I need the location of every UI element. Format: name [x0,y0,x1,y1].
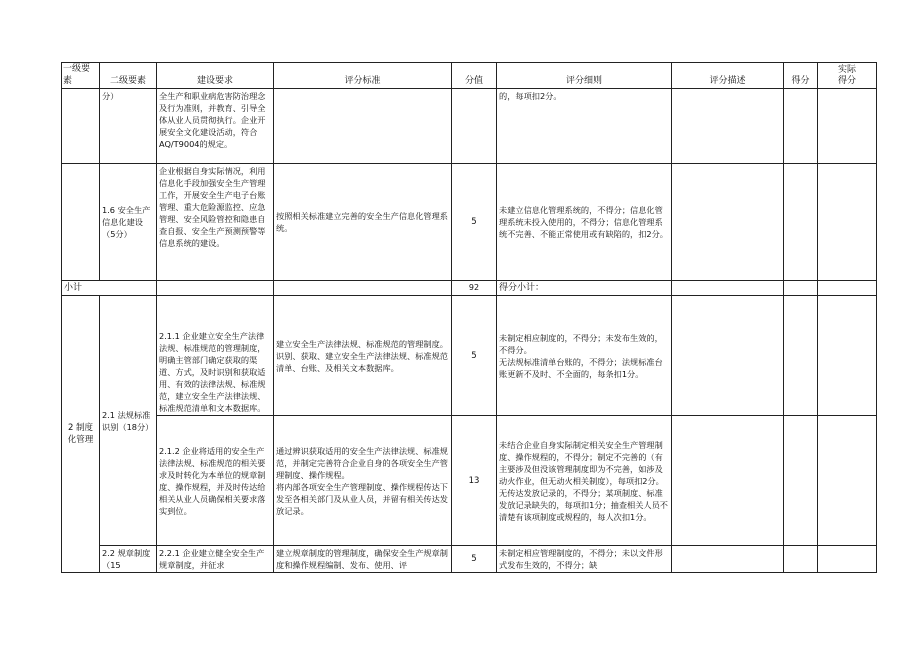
cell-standard [274,89,452,164]
cell-description [672,89,784,164]
header-row [62,63,877,89]
cell-standard: 按照相关标准建立完善的安全生产信息化管理系统。 [274,164,452,281]
cell-score [452,89,497,164]
cell-standard: 建立安全生产法律法规、标准规范的管理制度。识别、获取、建立安全生产法律法规、标准规范清单、台账、及相关文本数据库。 [274,296,452,416]
header-level1: 一级要素 [62,63,100,89]
cell-l1: 2 制度化管理 [62,296,100,573]
cell-got [784,164,818,281]
cell-l2: 分） [100,89,157,164]
cell-actual [818,281,877,296]
table-row [62,164,877,281]
table-row [62,546,877,573]
subtotal-score: 92 [452,281,497,296]
cell-l2: 2.1 法规标准识别（18分） [100,296,157,546]
cell-detail: 未制定相应制度的，不得分；未发布生效的，不得分。 无法规标准清单台账的，不得分；法规标准台账更新不及时、不全面的，每条扣1分。 [497,296,672,416]
scoring-table [61,62,877,573]
cell-requirement: 全生产和职业病危害防治理念及行为准则，并教育、引导全体从业人员贯彻执行。企业开展安全文化建设活动，符合AQ/T9004的规定。 [157,89,274,164]
cell-detail: 未建立信息化管理系统的，不得分；信息化管理系统未投入使用的，不得分；信息化管理系统不完善、不能正常使用或有缺陷的，扣2分。 [497,164,672,281]
cell-got [784,546,818,573]
cell-requirement: 2.2.1 企业建立健全安全生产规章制度，并征求 [157,546,274,573]
header-standard: 评分标准 [274,63,452,89]
header-score: 分值 [452,63,497,89]
cell-standard: 通过辨识获取适用的安全生产法律法规、标准规范，并制定完善符合企业自身的各项安全生产管理制度、操作规程。 将内部各项安全生产管理制度、操作规程传达下发至各相关部门及从业人员，并留有相关传达发放记录。 [274,416,452,546]
subtotal-row [62,281,877,296]
cell-got [784,281,818,296]
cell-l2: 2.2 规章制度（15 [100,546,157,573]
cell-actual [818,416,877,546]
cell-standard: 建立规章制度的管理制度，确保安全生产规章制度和操作规程编制、发布、使用、评 [274,546,452,573]
cell-score: 13 [452,416,497,546]
cell-description [672,416,784,546]
cell-detail: 未结合企业自身实际制定相关安全生产管理制度、操作规程的，不得分；制定不完善的（有主要涉及但没该管理制度即为不完善，如涉及动火作业，但无动火相关制度），每项扣2分。 无传达发放记录的，不得分；某项制度、标准发放记录缺失的，每项扣1分；抽查相关人员不清楚有该项制度或规程的，每人次扣1分。 [497,416,672,546]
cell-actual [818,546,877,573]
cell-description [672,296,784,416]
cell-actual [818,296,877,416]
cell-score: 5 [452,296,497,416]
subtotal-label: 小计 [62,281,157,296]
header-description: 评分描述 [672,63,784,89]
cell-requirement: 企业根据自身实际情况，利用信息化手段加强安全生产管理工作，开展安全生产电子台账管理、重大危险源监控、应急管理、安全风险管控和隐患自查自报、安全生产预测预警等信息系统的建设。 [157,164,274,281]
cell-requirement: 2.1.2 企业将适用的安全生产法律法规、标准规范的相关要求及时转化为本单位的规章制度、操作规程，并及时传达给相关从业人员确保相关要求落实到位。 [157,416,274,546]
header-detail: 评分细则 [497,63,672,89]
table-row [62,89,877,164]
cell-requirement [157,281,274,296]
header-requirement: 建设要求 [157,63,274,89]
cell-description [672,164,784,281]
subtotal-detail: 得分小计： [497,281,672,296]
cell-description [672,281,784,296]
cell-l1 [62,89,100,164]
header-actual: 实际 得分 [818,63,877,89]
cell-standard [274,281,452,296]
header-level2: 二级要素 [100,63,157,89]
cell-requirement: 2.1.1 企业建立安全生产法律法规、标准规范的管理制度，明确主管部门确定获取的渠道、方式，及时识别和获取适用、有效的法律法规、标准规范，建立安全生产法律法规、标准规范清单和文本数据库。 [157,296,274,416]
table-row [62,296,877,416]
cell-description [672,546,784,573]
cell-actual [818,89,877,164]
cell-l2: 1.6 安全生产信息化建设（5分） [100,164,157,281]
cell-detail: 未制定相应管理制度的，不得分；未以文件形式发布生效的，不得分；缺 [497,546,672,573]
cell-got [784,89,818,164]
cell-score: 5 [452,546,497,573]
table-row [62,416,877,546]
cell-got [784,416,818,546]
cell-actual [818,164,877,281]
cell-l1 [62,164,100,281]
cell-got [784,296,818,416]
cell-detail: 的，每项扣2分。 [497,89,672,164]
cell-score: 5 [452,164,497,281]
header-got: 得分 [784,63,818,89]
